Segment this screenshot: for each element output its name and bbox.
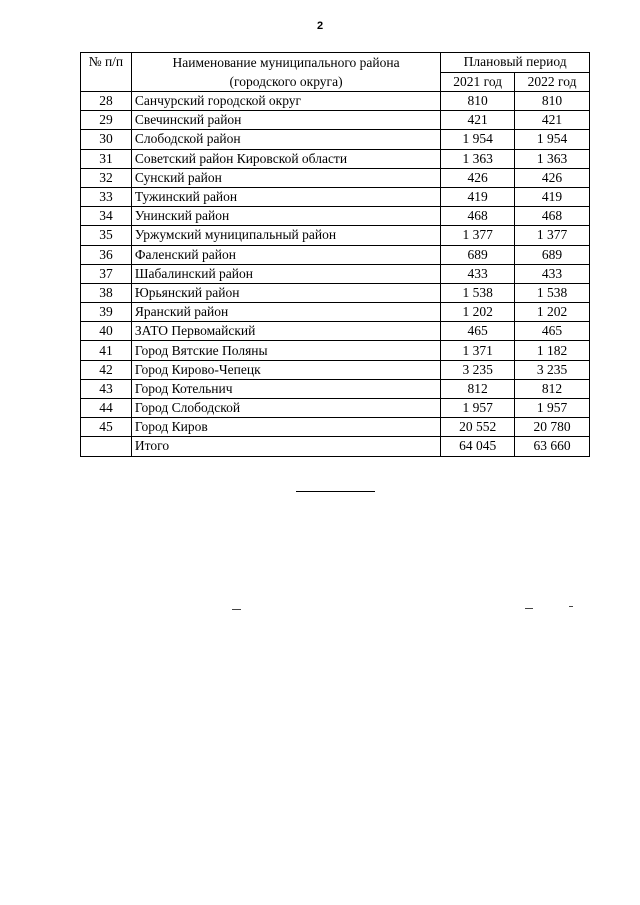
row-number: 45: [81, 418, 132, 437]
row-value-2021: 689: [441, 245, 515, 264]
table-row: [81, 341, 590, 360]
row-value-2021: 1 371: [441, 341, 515, 360]
header-name-line2: (городского округа): [229, 74, 343, 89]
row-value-2022: 1 954: [515, 130, 590, 149]
row-value-2021: 810: [441, 92, 515, 111]
table-row: [81, 226, 590, 245]
row-name: Слободской район: [131, 130, 440, 149]
row-number: 40: [81, 322, 132, 341]
header-year-2022: 2022 год: [515, 72, 590, 92]
row-value-2022: 20 780: [515, 418, 590, 437]
row-number: 38: [81, 283, 132, 302]
row-value-2021: 465: [441, 322, 515, 341]
row-value-2022: 1 957: [515, 399, 590, 418]
row-value-2022: 63 660: [515, 437, 590, 456]
row-value-2021: 64 045: [441, 437, 515, 456]
row-value-2022: 1 182: [515, 341, 590, 360]
table-row: [81, 187, 590, 206]
row-name: Фаленский район: [131, 245, 440, 264]
table-row: [81, 283, 590, 302]
row-number: 41: [81, 341, 132, 360]
row-value-2021: 1 954: [441, 130, 515, 149]
row-name: Уржумский муниципальный район: [131, 226, 440, 245]
row-value-2022: 1 377: [515, 226, 590, 245]
row-name: Город Котельнич: [131, 379, 440, 398]
row-value-2021: 426: [441, 168, 515, 187]
table-row: [81, 418, 590, 437]
row-number: 31: [81, 149, 132, 168]
total-row: [81, 437, 590, 456]
row-value-2021: 1 377: [441, 226, 515, 245]
row-value-2021: 421: [441, 111, 515, 130]
row-number: 39: [81, 303, 132, 322]
table-row: [81, 303, 590, 322]
row-name: Город Вятские Поляны: [131, 341, 440, 360]
row-number: 43: [81, 379, 132, 398]
row-name: Шабалинский район: [131, 264, 440, 283]
row-name: Тужинский район: [131, 187, 440, 206]
row-number: 36: [81, 245, 132, 264]
row-number: 28: [81, 92, 132, 111]
row-value-2022: 1 538: [515, 283, 590, 302]
row-name: Советский район Кировской области: [131, 149, 440, 168]
row-value-2021: 433: [441, 264, 515, 283]
row-value-2021: 1 202: [441, 303, 515, 322]
row-number: 44: [81, 399, 132, 418]
row-value-2022: 426: [515, 168, 590, 187]
row-number: 34: [81, 207, 132, 226]
row-value-2022: 810: [515, 92, 590, 111]
table-row: [81, 111, 590, 130]
row-name: Юрьянский район: [131, 283, 440, 302]
table-header-row-1: [81, 53, 590, 73]
row-value-2022: 421: [515, 111, 590, 130]
table-row: [81, 149, 590, 168]
table-row: [81, 92, 590, 111]
row-value-2022: 433: [515, 264, 590, 283]
row-value-2022: 468: [515, 207, 590, 226]
row-value-2022: 3 235: [515, 360, 590, 379]
scan-speck: [525, 608, 533, 609]
table-row: [81, 399, 590, 418]
table-row: [81, 379, 590, 398]
table-row: [81, 168, 590, 187]
row-value-2021: 1 538: [441, 283, 515, 302]
row-name: Свечинский район: [131, 111, 440, 130]
table-row: [81, 360, 590, 379]
table-row: [81, 130, 590, 149]
row-value-2021: 20 552: [441, 418, 515, 437]
row-value-2022: 419: [515, 187, 590, 206]
row-name: Санчурский городской округ: [131, 92, 440, 111]
table-row: [81, 207, 590, 226]
row-value-2022: 812: [515, 379, 590, 398]
row-number: 29: [81, 111, 132, 130]
header-name: [131, 53, 440, 92]
row-value-2022: 465: [515, 322, 590, 341]
row-name: Итого: [131, 437, 440, 456]
row-value-2022: 1 363: [515, 149, 590, 168]
row-number: 32: [81, 168, 132, 187]
row-value-2021: 812: [441, 379, 515, 398]
row-value-2022: 1 202: [515, 303, 590, 322]
table-row: [81, 264, 590, 283]
row-number: 37: [81, 264, 132, 283]
scan-speck: [232, 609, 241, 610]
header-year-2021: 2021 год: [441, 72, 515, 92]
row-name: Сунский район: [131, 168, 440, 187]
row-name: Унинский район: [131, 207, 440, 226]
row-number: 42: [81, 360, 132, 379]
header-number: № п/п: [81, 53, 132, 92]
separator-line: [296, 491, 375, 492]
row-number: [81, 437, 132, 456]
header-name-line1: Наименование муниципального района: [172, 55, 400, 70]
row-name: Город Слободской: [131, 399, 440, 418]
budget-table: [80, 52, 590, 457]
row-value-2021: 1 363: [441, 149, 515, 168]
row-value-2022: 689: [515, 245, 590, 264]
row-value-2021: 468: [441, 207, 515, 226]
row-name: Город Киров: [131, 418, 440, 437]
row-value-2021: 419: [441, 187, 515, 206]
table-row: [81, 322, 590, 341]
row-number: 33: [81, 187, 132, 206]
row-number: 30: [81, 130, 132, 149]
row-name: ЗАТО Первомайский: [131, 322, 440, 341]
table-row: [81, 245, 590, 264]
row-name: Яранский район: [131, 303, 440, 322]
row-name: Город Кирово-Чепецк: [131, 360, 440, 379]
table-body: [81, 92, 590, 457]
page-number: 2: [316, 20, 324, 32]
row-value-2021: 1 957: [441, 399, 515, 418]
row-number: 35: [81, 226, 132, 245]
header-period: Плановый период: [441, 53, 590, 73]
row-value-2021: 3 235: [441, 360, 515, 379]
scan-speck: [569, 606, 573, 607]
